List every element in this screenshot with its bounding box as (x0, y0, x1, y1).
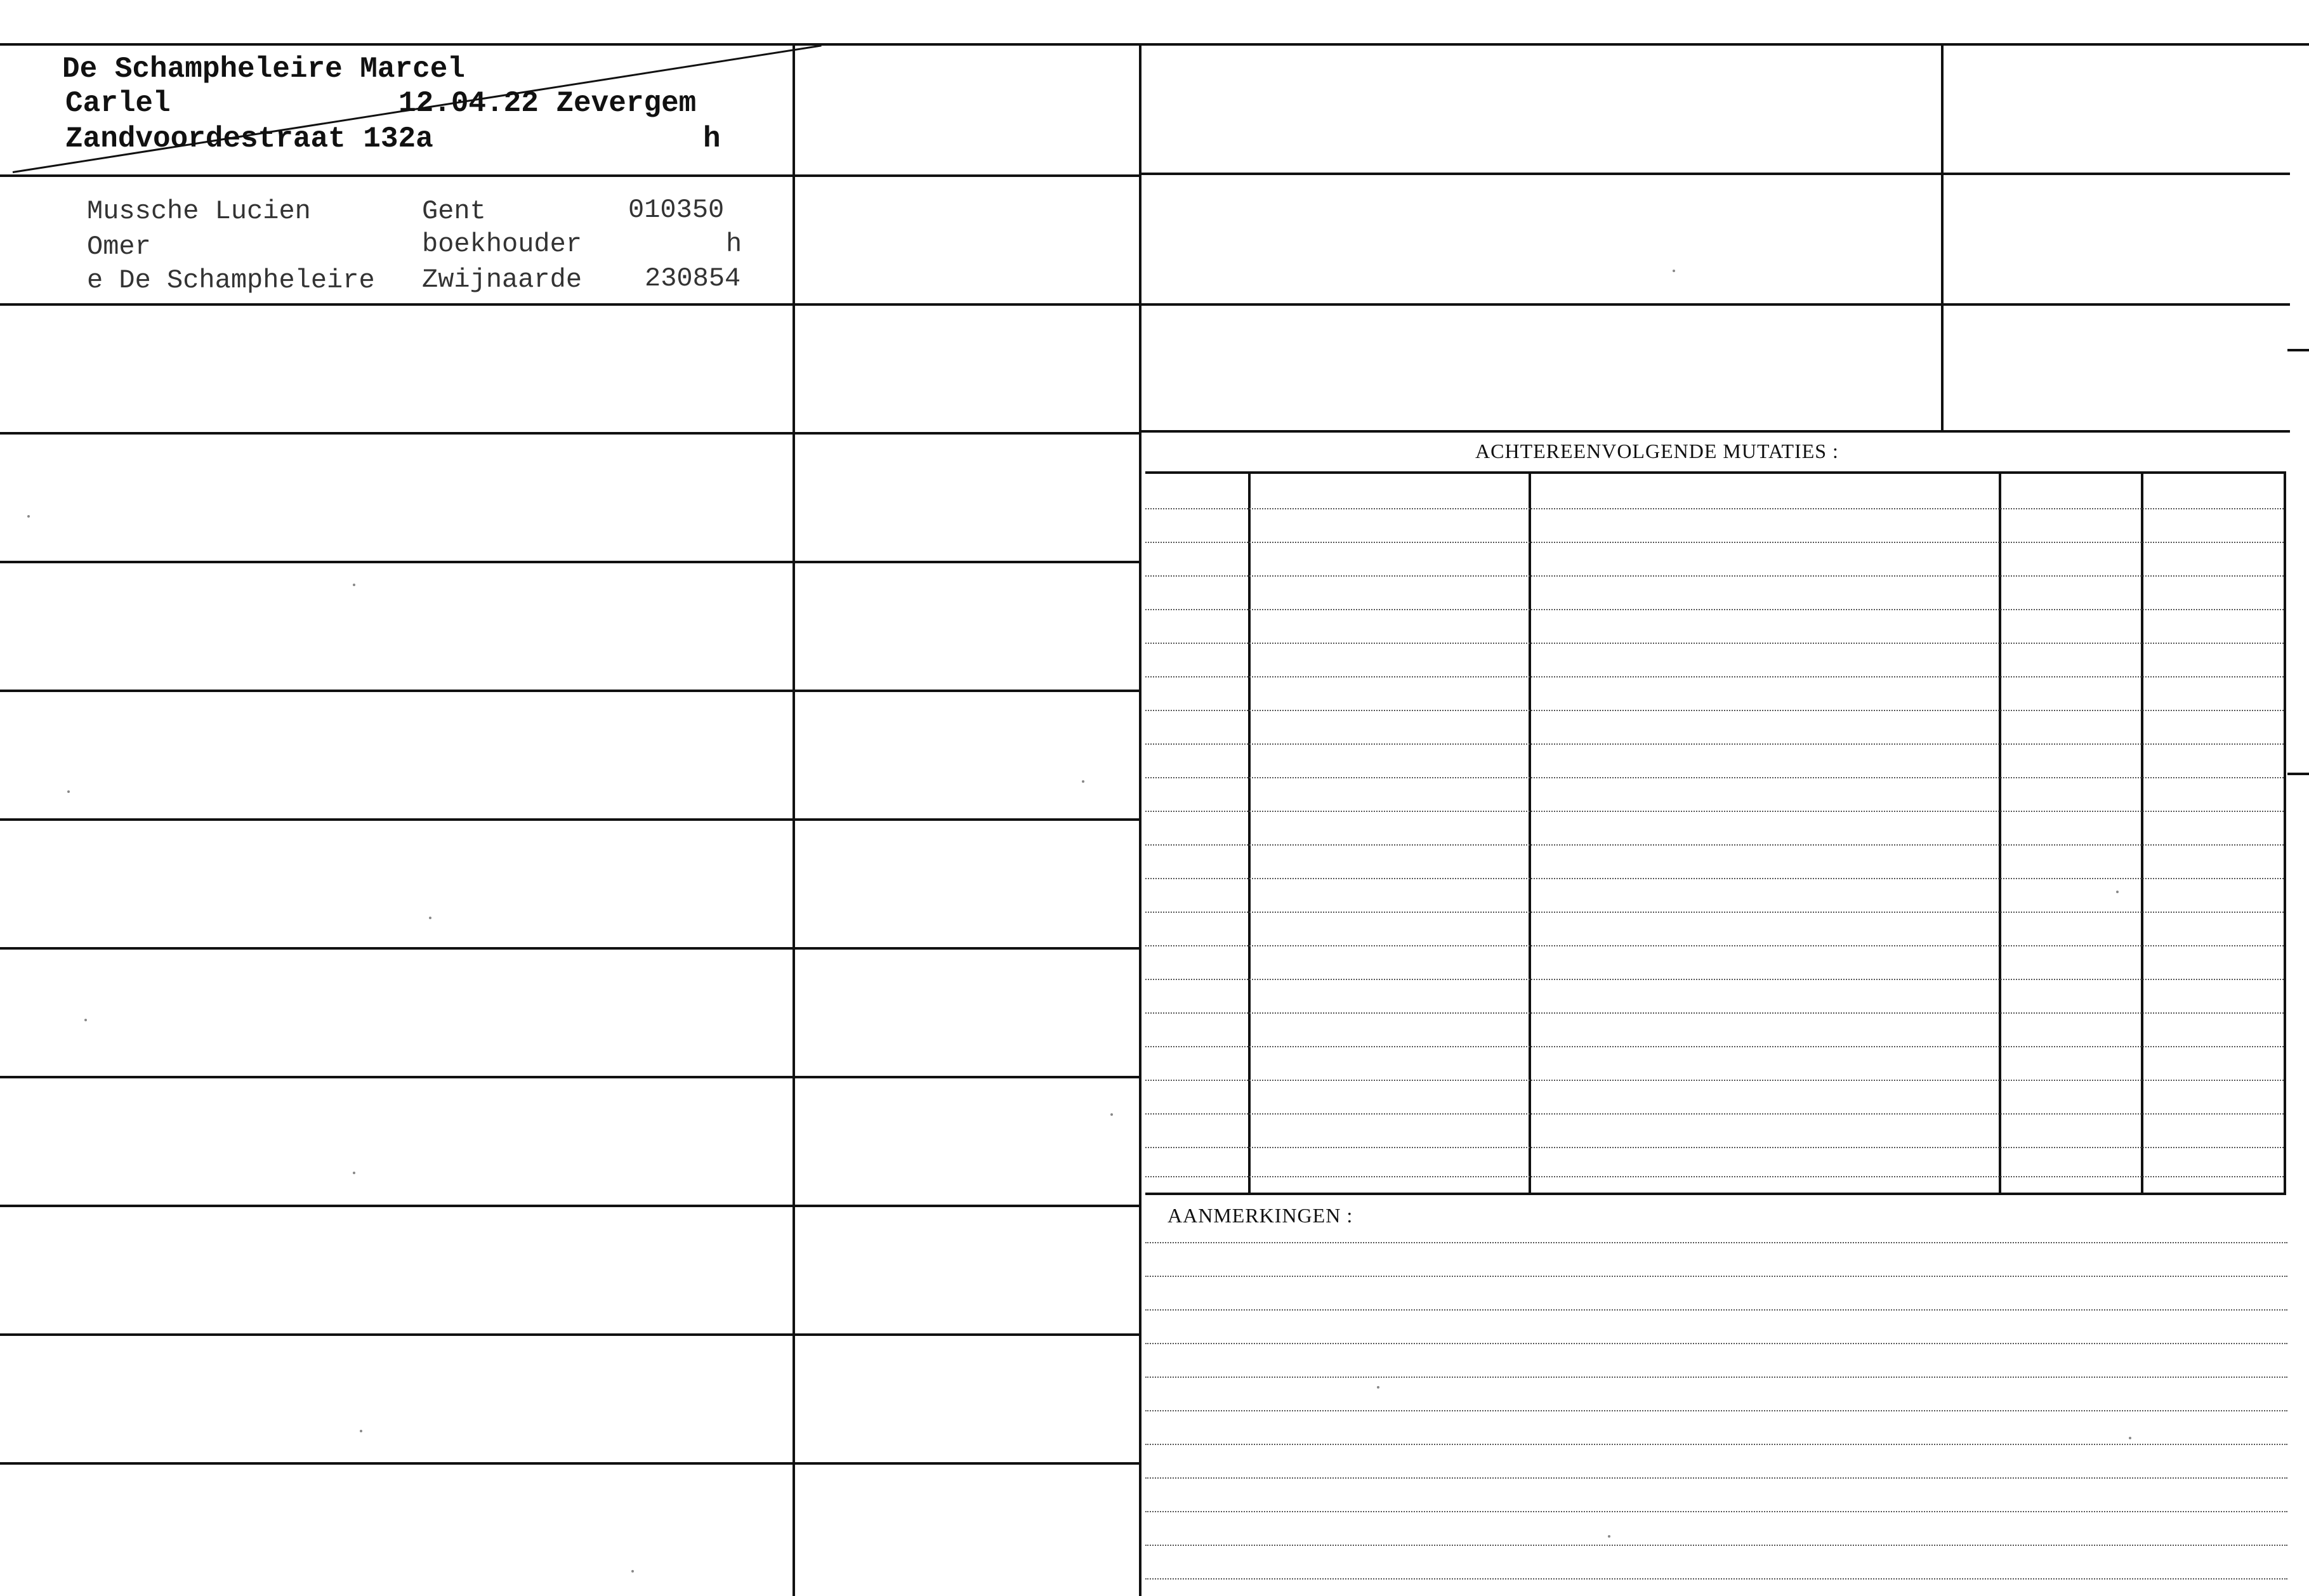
scan-speck (1110, 1113, 1113, 1116)
mutaties-row-line (1145, 878, 2284, 879)
scan-speck (27, 515, 30, 518)
entry1-occupation: boekhouder (422, 229, 582, 259)
mutaties-row-line (1145, 912, 2284, 913)
aanmerkingen-line (1145, 1477, 2287, 1479)
aanmerkingen-line (1145, 1242, 2287, 1243)
entry1-place: Gent (422, 196, 486, 226)
middle-row-line (795, 1333, 1140, 1336)
head-name: De Schampheleire Marcel (62, 53, 465, 86)
mutaties-row-line (1145, 844, 2284, 846)
mutaties-row-line (1145, 1113, 2284, 1115)
scan-speck (429, 917, 431, 919)
middle-row-line (795, 561, 1140, 563)
scan-speck (353, 1172, 355, 1174)
aanmerkingen-line (1145, 1410, 2287, 1411)
aanmerkingen-heading: AANMERKINGEN : (1168, 1204, 1353, 1227)
left-row-line (0, 1076, 794, 1078)
head-first-names: Carlel (65, 87, 171, 120)
mutaties-heading: ACHTEREENVOLGENDE MUTATIES : (1475, 440, 1839, 462)
scan-speck (1608, 1535, 1610, 1538)
scan-speck (84, 1019, 87, 1021)
mutaties-table-bottom (1145, 1193, 2286, 1195)
left-row-line (0, 1205, 794, 1207)
aanmerkingen-line (1145, 1578, 2287, 1580)
aanmerkingen-line (1145, 1511, 2287, 1512)
middle-row-line (795, 1076, 1140, 1078)
mutaties-row-line (1145, 1147, 2284, 1148)
middle-row-line (795, 303, 1140, 306)
left-row-line (0, 1462, 794, 1465)
mutaties-row-line (1145, 710, 2284, 711)
aanmerkingen-line (1145, 1276, 2287, 1277)
left-row-line (0, 432, 794, 435)
aanmerkingen-line (1145, 1545, 2287, 1546)
entry1-name-line2: Omer (87, 232, 151, 262)
entry1-name-line1: Mussche Lucien (87, 196, 311, 226)
entry1-date2: 230854 (645, 263, 741, 294)
mutaties-row-line (1145, 575, 2284, 577)
aanmerkingen-line (1145, 1343, 2287, 1344)
mutaties-row-line (1145, 979, 2284, 980)
left-row-line (0, 1333, 794, 1336)
left-row-line (0, 561, 794, 563)
left-row-line (0, 818, 794, 821)
left-row-line (0, 174, 794, 177)
middle-row-line (795, 1462, 1140, 1465)
aanmerkingen-line (1145, 1444, 2287, 1445)
right-top-divider (1941, 44, 1944, 431)
mutaties-row-line (1145, 743, 2284, 745)
scan-speck (360, 1430, 362, 1432)
scan-speck (631, 1570, 634, 1573)
mutaties-table-top (1145, 471, 2286, 474)
aanmerkingen-line (1145, 1377, 2287, 1378)
scan-speck (2129, 1437, 2131, 1439)
scan-speck (353, 584, 355, 586)
mutaties-row-line (1145, 609, 2284, 610)
mutaties-table-right (2284, 473, 2286, 1194)
middle-row-line (795, 690, 1140, 692)
entry1-mark: h (726, 229, 742, 259)
middle-row-line (795, 1205, 1140, 1207)
right-row-line (1141, 173, 2290, 175)
entry1-date1: 010350 (628, 195, 725, 225)
mutaties-row-line (1145, 777, 2284, 778)
top-border (0, 43, 2309, 46)
left-row-line (0, 690, 794, 692)
middle-row-line (795, 432, 1140, 435)
scan-speck (2116, 891, 2119, 893)
scan-speck (1377, 1386, 1379, 1389)
margin-tick (2287, 773, 2309, 775)
scan-speck (67, 790, 70, 793)
mutaties-row-line (1145, 676, 2284, 677)
mutaties-col-divider (1999, 473, 2001, 1194)
mutaties-row-line (1145, 811, 2284, 812)
middle-row-line (795, 947, 1140, 950)
margin-tick (2287, 349, 2309, 351)
scan-speck (1082, 780, 1084, 783)
mutaties-row-line (1145, 945, 2284, 946)
right-row-line (1141, 303, 2290, 306)
mutaties-col-divider (1248, 473, 1251, 1194)
head-mark: h (703, 122, 721, 155)
mutaties-row-line (1145, 542, 2284, 543)
left-row-line (0, 303, 794, 306)
left-row-line (0, 947, 794, 950)
mutaties-row-line (1145, 1012, 2284, 1014)
mutaties-row-line (1145, 643, 2284, 644)
mutaties-row-line (1145, 1046, 2284, 1047)
head-address: Zandvoordestraat 132a (65, 122, 433, 155)
mutaties-col-divider (2141, 473, 2143, 1194)
mutaties-col-divider (1529, 473, 1531, 1194)
mutaties-row-line (1145, 1176, 2284, 1177)
entry1-residence: Zwijnaarde (422, 265, 582, 295)
head-birth: 12.04.22 Zevergem (398, 87, 697, 120)
scan-speck (1673, 270, 1675, 272)
entry1-name-line3: e De Schampheleire (87, 265, 375, 296)
middle-row-line (795, 818, 1140, 821)
aanmerkingen-line (1145, 1309, 2287, 1311)
middle-row-line (795, 174, 1140, 177)
mutaties-row-line (1145, 508, 2284, 509)
right-row-line (1141, 430, 2290, 433)
mutaties-row-line (1145, 1080, 2284, 1081)
